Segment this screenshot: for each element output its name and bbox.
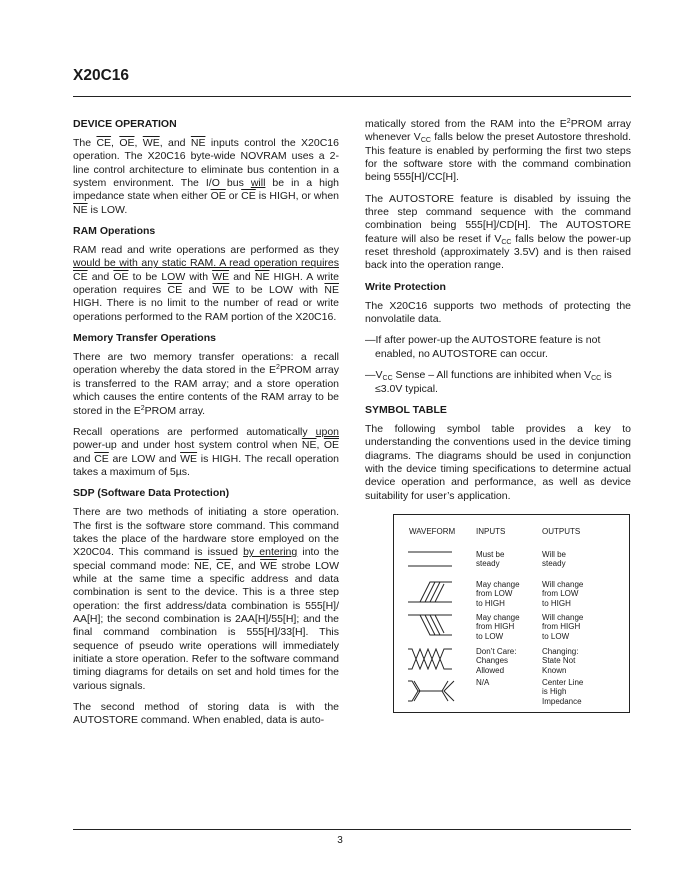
row-5-outputs: Center Line is High Impedance: [542, 678, 584, 706]
write-protection-item-1: —If after power-up the AUTOSTORE feature is not enabled, no AUTOSTORE can occur.: [365, 334, 601, 360]
sdp-heading: SDP (Software Data Protection): [73, 487, 230, 500]
waveform-high-impedance: [406, 680, 456, 702]
row-4-inputs: Don’t Care: Changes Allowed: [476, 647, 517, 675]
inputs-header: INPUTS: [476, 527, 506, 536]
right-column: [365, 118, 631, 511]
waveform-dont-care: [406, 648, 454, 670]
row-3-inputs: May change from HIGH to LOW: [476, 613, 520, 641]
device-operation-heading: DEVICE OPERATION: [73, 118, 177, 130]
symbol-table: [393, 514, 630, 713]
autostore-continued-paragraph: matically stored from the RAM into the $E^2PROM$ array whenever $V_{CC}$ falls below the preset Autostore threshold. This feature is enabled by performing the first two steps for the software store with the command combination being 555[H]/CC[H].: [365, 118, 632, 184]
page-header-title: X20C16: [73, 67, 130, 84]
outputs-header: OUTPUTS: [542, 527, 581, 536]
footer-rule: [73, 829, 631, 830]
write-protection-item-2: $—V_{CC}$ Sense – All functions are inhibited when $V_{CC}$ is ≤3.0V typical.: [365, 369, 612, 395]
row-5-inputs: N/A: [476, 678, 490, 687]
sdp-paragraph: There are two methods of initiating a store operation. The first is the software store command. This command takes the place of the hardware store employed on the X20C04. This command is issued by entering into the special command mode: $\overline{NE}$, $\overline{CE}$, and $\overline{WE}$ strobe LOW while at the same time a specific address and data combination is sent to the device. This is a three step operation: the first address/data combination is 555[H]/ AA[H]; the second combination is 2AA[H]/55[H]; and the final command combination is 555[H]/33[H]. This sequence of pseudo write operations will immediately initiate a store operation. Refer to the software command timing diagrams for details on set and hold times for the various signals.: [73, 506, 339, 692]
waveform-low-to-high: [406, 581, 454, 603]
recall-paragraph: Recall operations are performed automatically upon power-up and under host system control when $\overline{NE}$, $\overline{OE}$ and $\overline{CE}$ are LOW and $\overline{WE}$ is HIGH. The recall operation takes a maximum of 5µs.: [73, 425, 339, 478]
row-2-outputs: Will change from LOW to HIGH: [542, 580, 584, 608]
row-2-inputs: May change from LOW to HIGH: [476, 580, 520, 608]
memory-transfer-paragraph: There are two memory transfer operations: a recall operation whereby the data stored in the $E^2PROM$ array is transferred to the RAM array; and a store operation which causes the entire contents of the RAM array to be stored in the $E^2PROM$ array.: [73, 351, 339, 417]
row-1-inputs: Must be steady: [476, 550, 505, 569]
waveform-high-to-low: [406, 614, 454, 636]
symbol-table-paragraph: The following symbol table provides a key to understanding the conventions used in the device timing diagrams. The diagrams should be used in conjunction with the device timing specifications to determine actual device operation and performance, as well as device suitability for user’s application.: [365, 422, 631, 502]
autostore-disable-paragraph: The AUTOSTORE feature is disabled by issuing the three step command sequence with the command combination being 555[H]/CD[H]. The AUTOSTORE feature will also be reset if $V_{CC}$ falls below the power-up reset threshold (approximately 3.5V) and is then raised back into the operation range.: [365, 192, 631, 272]
header-rule: [73, 96, 631, 97]
waveform-steady: [406, 551, 454, 567]
row-1-outputs: Will be steady: [542, 550, 567, 569]
autostore-intro-paragraph: The second method of storing data is with the AUTOSTORE command. When enabled, data is auto-: [73, 701, 339, 727]
waveform-header: WAVEFORM: [409, 527, 456, 536]
row-3-outputs: Will change from HIGH to LOW: [542, 613, 584, 641]
device-operation-paragraph: The $\overline{CE}$, $\overline{OE}$, $\overline{WE}$, and $\overline{NE}$ inputs control the X20C16 operation. The X20C16 byte-wide NOVRAM uses a 2-line control architecture to eliminate bus contention in a system environment. The I/O bus will be in a high impedance state when either $\overline{OE}$ or $\overline{CE}$ is HIGH, or when $\overline{NE}$ is LOW.: [73, 137, 340, 216]
ram-operations-paragraph: RAM read and write operations are performed as they would be with any static RAM. A read operation requires $\overline{CE}$ and $\overline{OE}$ to be LOW with $\overline{WE}$ and $\overline{NE}$ HIGH. A write operation requires $\overline{CE}$ and $\overline{WE}$ to be LOW with $\overline{NE}$ HIGH. There is no limit to the number of read or write operations performed to the RAM portion of the X20C16.: [73, 244, 339, 323]
page-number: 3: [337, 835, 343, 846]
write-protection-paragraph: The X20C16 supports two methods of protecting the nonvolatile data.: [365, 299, 631, 326]
left-column: [73, 118, 339, 736]
memory-transfer-heading: Memory Transfer Operations: [73, 332, 216, 345]
ram-operations-heading: RAM Operations: [73, 225, 156, 238]
row-4-outputs: Changing: State Not Known: [542, 647, 579, 675]
write-protection-heading: Write Protection: [365, 280, 446, 293]
symbol-table-heading: SYMBOL TABLE: [365, 403, 447, 416]
